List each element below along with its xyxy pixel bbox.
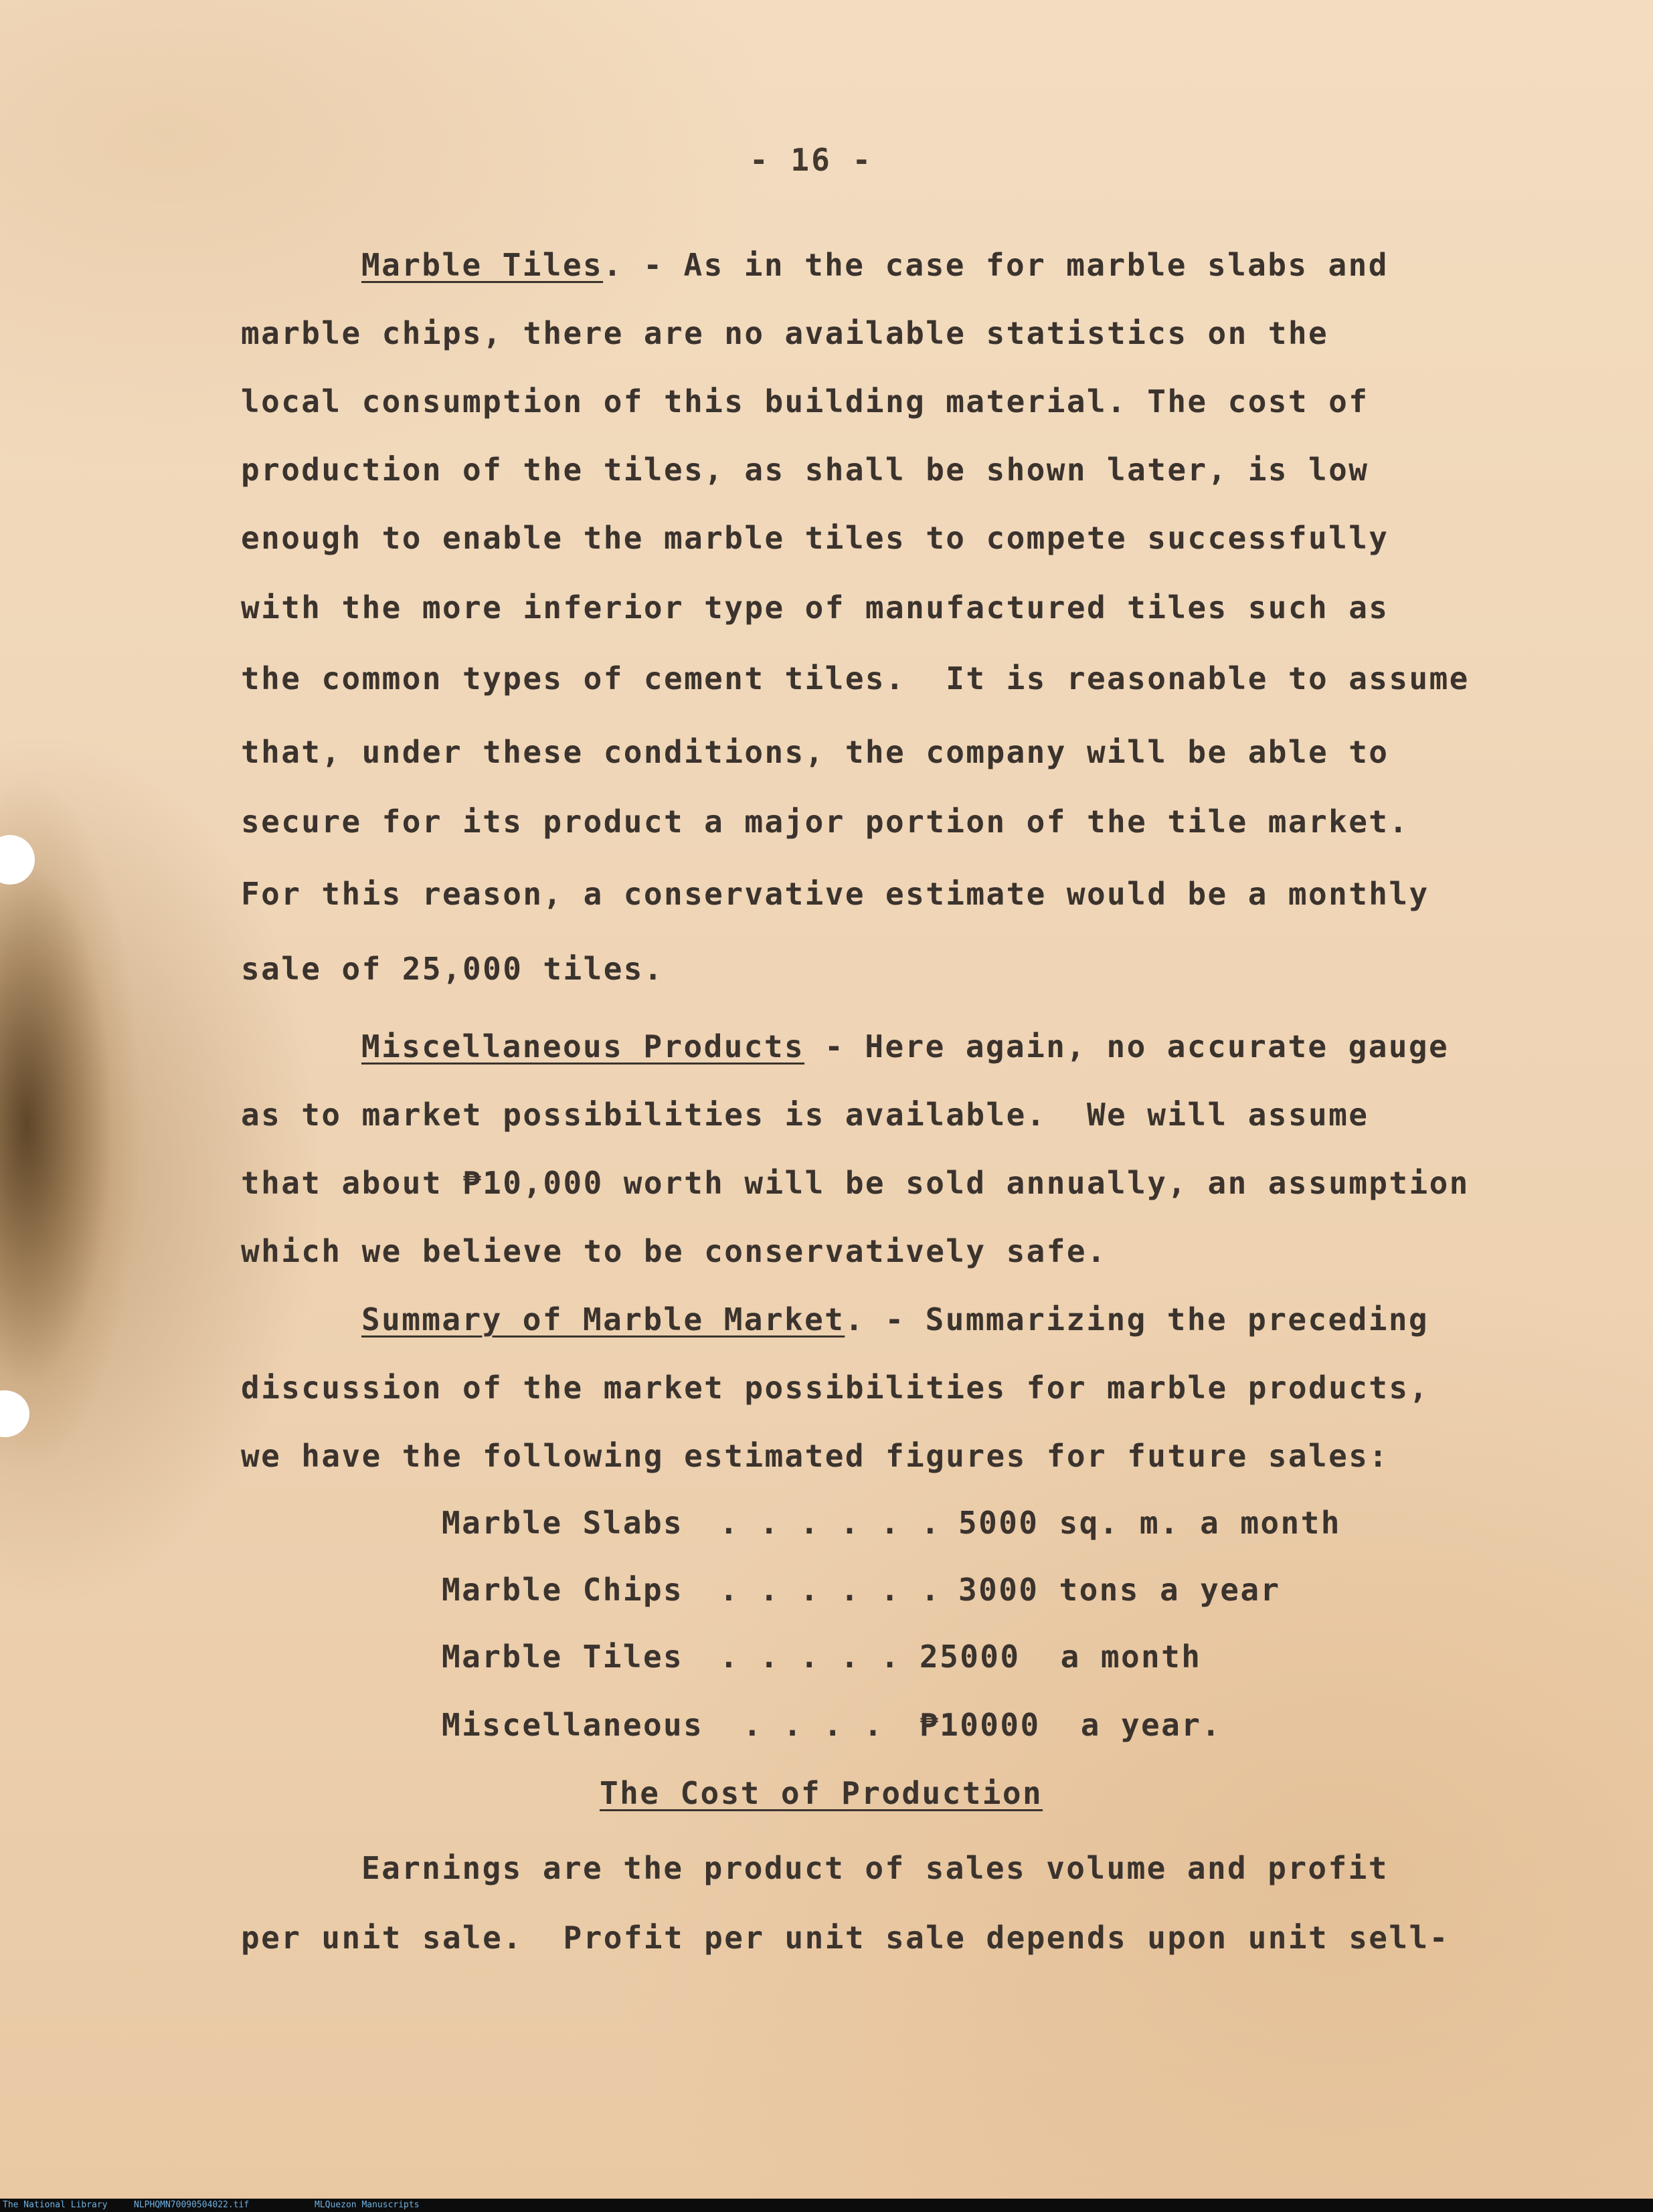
sales-figure: 3000 tons a year [958,1572,1281,1608]
misc-heading: Miscellaneous Products [361,1028,805,1065]
punch-hole-bottom [0,1390,29,1437]
marble-tiles-line-3: local consumption of this building material. The cost of [241,383,1369,420]
marble-tiles-line-9: secure for its product a major portion of the tile market. [241,804,1409,840]
marble-tiles-line-1: Marble Tiles. - As in the case for marble slabs and [361,247,1389,283]
marble-tiles-line-11: sale of 25,000 tiles. [241,951,664,987]
cost-line-2: per unit sale. Profit per unit sale depends upon unit sell- [241,1920,1450,1956]
sales-figure: 5000 sq. m. a month [958,1505,1341,1541]
sales-dots: . . . . . . [719,1505,942,1541]
marble-tiles-line-2: marble chips, there are no available statistics on the [241,315,1329,351]
sales-item: Marble Chips [442,1572,684,1608]
sales-item: Miscellaneous [442,1707,704,1743]
page-number: - 16 - [750,142,873,178]
marble-tiles-line-8: that, under these conditions, the company will be able to [241,734,1389,770]
summary-line-1: Summary of Marble Market. - Summarizing the preceding [361,1301,1429,1338]
sales-dots: . . . . . . [719,1572,942,1608]
marble-tiles-line-5: enough to enable the marble tiles to compete successfully [241,520,1389,556]
marble-tiles-heading: Marble Tiles [361,247,604,283]
sales-item: Marble Slabs [442,1505,684,1541]
scan-footer [0,2199,1653,2212]
misc-line-4: which we believe to be conservatively safe. [241,1233,1108,1269]
punch-hole-top [0,835,35,885]
sales-figure: 25000 a month [920,1639,1202,1675]
misc-line-1: Miscellaneous Products - Here again, no accurate gauge [361,1028,1450,1065]
summary-line-2: discussion of the market possibilities for marble products, [241,1370,1429,1406]
sales-dots: . . . . . [719,1639,901,1675]
footer-collection: MLQuezon Manuscripts [315,2200,420,2210]
cost-line-1: Earnings are the product of sales volume and profit [361,1850,1389,1886]
summary-line-3: we have the following estimated figures for future sales: [241,1438,1389,1474]
misc-line-2: as to market possibilities is available. We will assume [241,1097,1369,1133]
footer-library: The National Library [3,2200,108,2210]
marble-tiles-line-6: with the more inferior type of manufactured tiles such as [241,589,1389,626]
marble-tiles-line-4: production of the tiles, as shall be shown later, is low [241,452,1369,488]
misc-line-3: that about ₱10,000 worth will be sold annually, an assumption [241,1165,1470,1201]
sales-figure: ₱10000 a year. [920,1707,1222,1743]
marble-tiles-line-10: For this reason, a conservative estimate would be a monthly [241,876,1429,912]
marble-tiles-line-7: the common types of cement tiles. It is reasonable to assume [241,660,1470,697]
sales-dots: . . . . [743,1707,884,1743]
footer-file: NLPHQMN70090504022.tif [134,2200,250,2210]
section-heading: The Cost of Production [600,1775,1043,1811]
sales-item: Marble Tiles [442,1639,684,1675]
summary-heading: Summary of Marble Market [361,1301,845,1338]
